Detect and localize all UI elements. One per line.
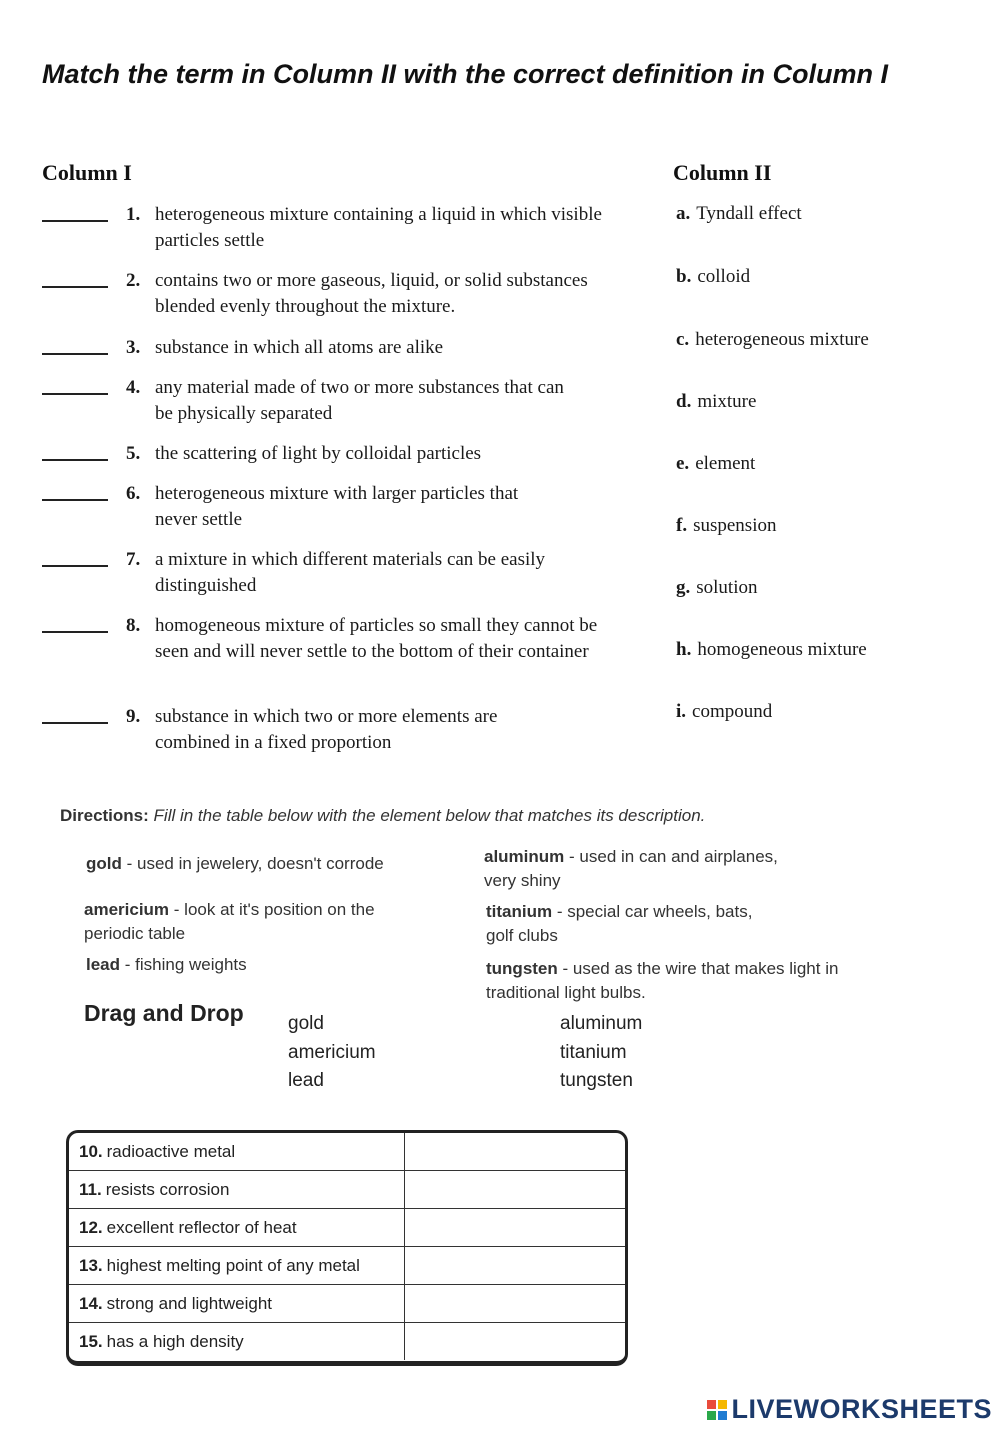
answer-blank-6[interactable] [42,499,108,501]
question-text: a mixture in which different materials can be easily distinguished [155,549,546,596]
answer-blank-3[interactable] [42,353,108,355]
question-text: substance in which all atoms are alike [155,337,444,358]
option-letter: c. [676,329,690,350]
table-row [69,1247,625,1285]
drag-drop-title: Drag and Drop [84,1000,244,1026]
logo-mark-icon [707,1400,727,1420]
element-name: titanium [486,902,553,921]
drop-zone-13[interactable] [407,1247,625,1284]
option-d [676,391,756,413]
drag-word-tungsten[interactable]: tungsten [560,1070,633,1091]
table-row [69,1285,625,1323]
option-letter: a. [676,203,691,224]
directions [60,806,705,826]
question-text: substance in which two or more elements are combined in a fixed proportion [155,706,498,753]
element-aluminum [484,845,784,893]
element-name: aluminum [484,847,565,866]
question-number: 3. [126,337,141,358]
answer-blank-9[interactable] [42,722,108,724]
logo-text: LIVEWORKSHEETS [731,1394,992,1424]
option-letter: e. [676,453,690,474]
drop-zone-11[interactable] [407,1171,625,1208]
drop-zone-10[interactable] [407,1133,625,1170]
element-desc: - used in jewelery, doesn't corrode [126,854,384,873]
element-desc: - used in can and airplanes, very shiny [484,847,778,890]
element-desc: - look at it's position on the periodic table [84,900,375,943]
option-g [676,577,757,599]
option-c [676,329,869,351]
option-text: homogeneous mixture [697,639,867,660]
answer-blank-4[interactable] [42,393,108,395]
answer-blank-7[interactable] [42,565,108,567]
option-text: colloid [697,266,751,287]
option-text: suspension [693,515,777,536]
option-i [676,701,772,723]
element-name: lead [86,955,121,974]
element-tungsten [486,957,856,1005]
option-a [676,203,802,225]
table-row-label [69,1171,405,1208]
option-text: heterogeneous mixture [695,329,869,350]
answer-blank-8[interactable] [42,631,108,633]
table-row-label [69,1323,405,1360]
row-number: 10. [79,1142,103,1161]
answer-blank-5[interactable] [42,459,108,461]
option-text: solution [696,577,758,598]
row-text: strong and lightweight [106,1294,273,1313]
row-number: 13. [79,1256,103,1275]
drop-zone-14[interactable] [407,1285,625,1322]
question-number: 4. [126,377,141,398]
drag-word-gold[interactable]: gold [288,1013,324,1034]
drag-word-titanium[interactable]: titanium [560,1042,627,1063]
element-name: tungsten [486,959,558,978]
question-number: 1. [126,204,141,225]
option-letter: f. [676,515,688,536]
question-number: 7. [126,549,141,570]
option-b [676,266,750,288]
element-name: gold [86,854,122,873]
option-letter: h. [676,639,692,660]
option-text: mixture [697,391,757,412]
table-row [69,1323,625,1360]
option-letter: g. [676,577,691,598]
directions-label: Directions: [60,806,149,825]
drag-word-aluminum[interactable]: aluminum [560,1013,643,1034]
element-name: americium [84,900,170,919]
question-text: contains two or more gaseous, liquid, or solid substances blended evenly throughout the mixture. [155,270,588,317]
element-americium [84,898,414,946]
element-desc: - fishing weights [124,955,247,974]
worksheet-title: Match the term in Column II with the correct definition in Column I [42,59,889,89]
row-number: 15. [79,1332,103,1351]
question-text: the scattering of light by colloidal particles [155,443,482,464]
row-text: resists corrosion [105,1180,230,1199]
option-letter: d. [676,391,692,412]
option-f [676,515,776,537]
table-row-label [69,1247,405,1284]
table-row [69,1209,625,1247]
table-row [69,1171,625,1209]
question-number: 9. [126,706,141,727]
option-letter: b. [676,266,692,287]
element-desc: - special car wheels, bats, golf clubs [486,902,753,945]
question-number: 6. [126,483,141,504]
column-2-heading: Column II [673,160,772,185]
option-letter: i. [676,701,687,722]
option-text: element [695,453,756,474]
option-text: Tyndall effect [696,203,802,224]
element-titanium [486,900,776,948]
element-lead [86,953,416,977]
answer-table [66,1130,628,1366]
row-text: highest melting point of any metal [106,1256,360,1275]
table-row [69,1133,625,1171]
row-number: 11. [79,1180,102,1199]
answer-blank-1[interactable] [42,220,108,222]
question-number: 8. [126,615,141,636]
question-text: heterogeneous mixture containing a liquid in which visible particles settle [155,204,602,251]
row-number: 12. [79,1218,103,1237]
drop-zone-12[interactable] [407,1209,625,1246]
table-row-label [69,1285,405,1322]
option-h [676,639,867,661]
element-gold [86,852,466,876]
row-text: has a high density [106,1332,244,1351]
column-1-heading: Column I [42,160,132,185]
answer-blank-2[interactable] [42,286,108,288]
option-e [676,453,755,475]
question-number: 2. [126,270,141,291]
question-text: heterogeneous mixture with larger particles that never settle [155,483,519,530]
liveworksheets-logo [707,1394,992,1425]
table-row-label [69,1133,405,1170]
question-text: homogeneous mixture of particles so small they cannot be seen and will never settle to the bottom of their container [155,615,598,662]
row-text: radioactive metal [106,1142,236,1161]
row-number: 14. [79,1294,103,1313]
directions-text: Fill in the table below with the element below that matches its description. [153,806,706,825]
question-text: any material made of two or more substances that can be physically separated [155,377,564,424]
drag-word-americium[interactable]: americium [288,1042,376,1063]
drag-word-lead[interactable]: lead [288,1070,324,1091]
element-desc: - used as the wire that makes light in traditional light bulbs. [486,959,839,1002]
drop-zone-15[interactable] [407,1323,625,1360]
question-number: 5. [126,443,141,464]
option-text: compound [692,701,773,722]
table-row-label [69,1209,405,1246]
row-text: excellent reflector of heat [106,1218,297,1237]
